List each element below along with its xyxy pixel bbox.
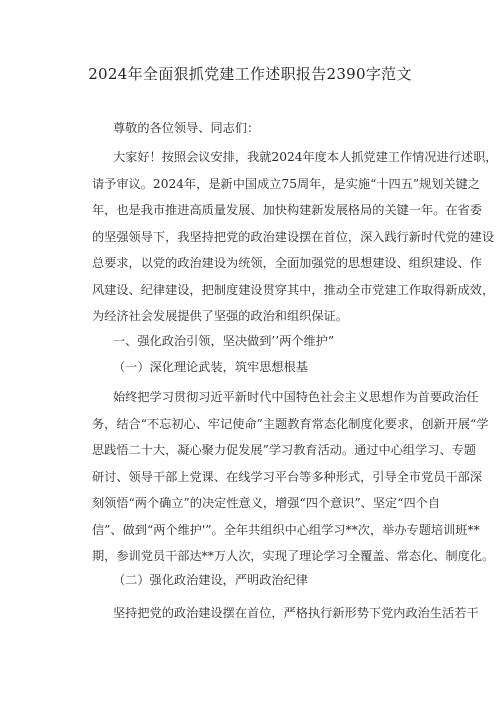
paragraph-line: 期，参训党员干部达**万人次，实现了理论学习全覆盖、常态化、制度化。 (92, 549, 495, 563)
paragraph-line: 坚持把党的政治建设摆在首位，严格执行新形势下党内政治生活若干 (113, 606, 479, 620)
paragraph-line: 的坚强领导下，我坚持把党的政治建设摆在首位，深入践行新时代党的建设 (92, 229, 495, 244)
subsection-heading: （一）深化理论武装，筑牢思想根基 (113, 360, 308, 374)
intro-paragraph (92, 144, 498, 330)
paragraph-line: 研讨、领导干部上党课、在线学习平台等多种形式，引导全市党员干部深 (92, 469, 482, 484)
paragraph-line: 为经济社会发展提供了坚强的政治和组织保证。 (92, 309, 348, 323)
section1-paragraph (92, 384, 495, 570)
section-heading: 一、强化政治引领，坚决做到’’两个维护” (113, 334, 335, 348)
paragraph-line: 务，结合“不忘初心、牢记使命”主题教育常态化制度化要求，创新开展“学 (92, 416, 489, 431)
paragraph-line: 总要求，以党的政治建设为统领，全面加强党的思想建设、组织建设、作 (92, 256, 482, 270)
paragraph-line: 大家好！按照会议安排，我就2024年度本人抓党建工作情况进行述职， (113, 150, 498, 164)
document-title: 2024年全面狠抓党建工作述职报告2390字范文 (88, 65, 412, 83)
paragraph-line: 风建设、纪律建设，把制度建设贯穿其中，推动全市党建工作取得新成效， (92, 282, 495, 297)
paragraph-line: 刻领悟“两个确立”的决定性意义，增强“四个意识”、坚定“四个自 (92, 496, 441, 510)
paragraph-line: 信”、做到“两个维护'”。全年共组织中心组学习**次，举办专题培训班** (92, 522, 480, 537)
paragraph-line: 始终把学习贯彻习近平新时代中国特色社会主义思想作为首要政治任 (113, 390, 479, 404)
paragraph-line: 思践悟二十大，凝心聚力促发展”学习教育活动。通过中心组学习、专题 (92, 443, 477, 457)
paragraph-line: 年，也是我市推进高质量发展、加快构建新发展格局的关键一年。在省委 (92, 203, 482, 217)
salutation: 尊敬的各位领导、同志们： (113, 121, 260, 135)
section2-paragraph (92, 600, 479, 627)
subsection-heading: （二）强化政治建设，严明政治纪律 (113, 573, 308, 587)
paragraph-line: 请予审议。2024年，是新中国成立75周年，是实施“十四五”规划关键之 (92, 176, 481, 191)
